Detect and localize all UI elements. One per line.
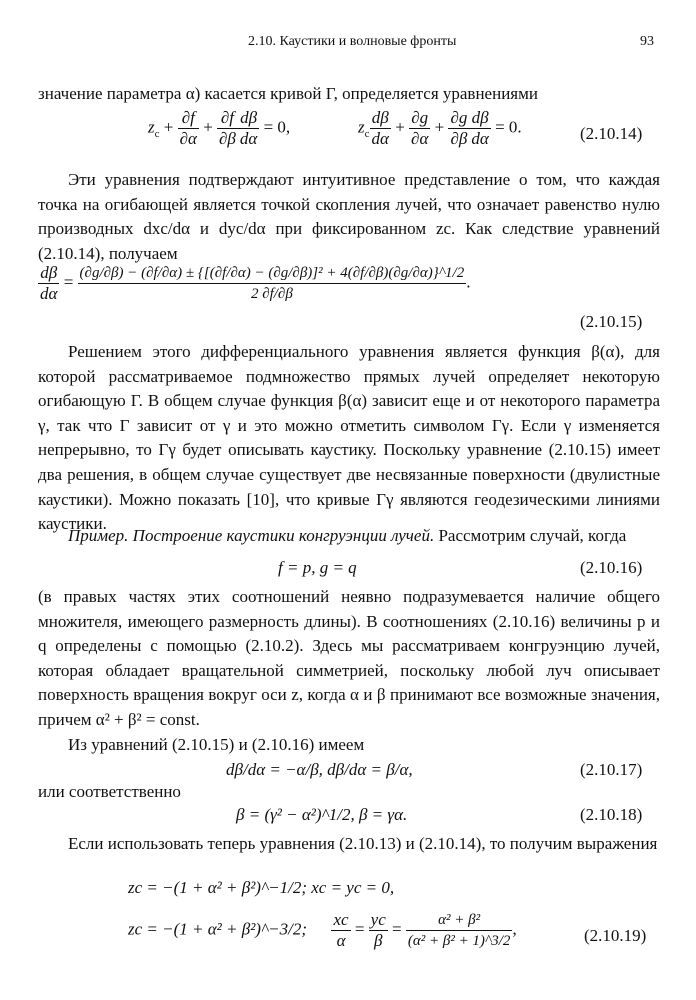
equation-number-2-10-15: (2.10.15) (580, 312, 643, 331)
equation-2-10-16: f = p, g = q (278, 558, 357, 577)
section-title: 2.10. Каустики и волновые фронты (248, 34, 457, 49)
equation-2-10-18: β = (γ² − α²)^1/2, β = γα. (236, 805, 408, 824)
equation-number-2-10-17: (2.10.17) (580, 760, 643, 779)
equation-2-10-14: $z_c$ + $\frac{\partial f}{\partial\alpha}$ + $\frac{\partial f}{\partial\beta}$ $\frac{d\beta}{d\alpha}$ = 0, (148, 108, 291, 148)
equation-2-10-19b: zc = −(1 + α² + β²)^−3/2; $\frac{xc}{\alpha}$ = $\frac{yc}{\beta}$ = $\frac{\text{α² + β²}}{\text{(α² + β² + 1)\textasciicircum{}3/2}}$ , (128, 910, 517, 950)
paragraph-5: (в правых частях этих соотношений неявно подразумевается наличие общего множителя, имеющего размерность длины). В соотношениях (2.10.16) величины p и q определены с помощью (2.10.2). Здесь мы рассматриваем конгруэнцию лучей, которая обладает вращательной симметрией, поскольку любой луч описывает поверхность вращения вокруг оси z, когда α и β принимают все возможные значения, причем α² + β² = const. (38, 587, 660, 729)
paragraph-6: Из уравнений (2.10.15) и (2.10.16) имеем (68, 735, 365, 754)
equation-number-2-10-14: (2.10.14) (580, 124, 643, 143)
equation-2-10-14-second: $z_c$ $\frac{d\beta}{d\alpha}$ + $\frac{\partial g}{\partial\alpha}$ + $\frac{\partial g}{\partial\beta}$ $\frac{d\beta}{d\alpha}$ = 0. (358, 108, 522, 148)
paragraph-8: Если использовать теперь уравнения (2.10.13) и (2.10.14), то получим выражения (68, 834, 658, 853)
equation-2-10-19a: zc = −(1 + α² + β²)^−1/2; xc = yc = 0, (128, 878, 395, 897)
equation-2-10-17: dβ/dα = −α/β, dβ/dα = β/α, (226, 760, 413, 779)
paragraph-7: или соответственно (38, 782, 181, 801)
equation-number-2-10-19: (2.10.19) (584, 926, 647, 945)
page-number: 93 (640, 34, 654, 49)
running-header (0, 34, 696, 54)
paragraph-3: Решением этого дифференциального уравнения является функция β(α), для которой рассматриваемое подмножество прямых лучей определяет некоторую огибающую Г. В общем случае функция β(α) зависит еще и от некоторого параметра γ, так что Г зависит от γ и это можно отметить символом Гγ. Если γ изменяется непрерывно, то Гγ будет описывать каустику. Поскольку уравнение (2.10.15) имеет два решения, в общем случае существует две несвязанные поверхности (двулистные каустики). Можно показать [10], что кривые Гγ являются геодезическими линиями каустики. (38, 342, 660, 534)
paragraph-1: значение параметра α) касается кривой Г, определяется уравнениями (38, 84, 538, 103)
equation-number-2-10-16: (2.10.16) (580, 558, 643, 577)
example-heading: Пример. Построение каустики конгруэнции лучей. (68, 526, 435, 545)
paragraph-4: Пример. Построение каустики конгруэнции лучей. Рассмотрим случай, когда (68, 526, 627, 545)
equation-number-2-10-18: (2.10.18) (580, 805, 643, 824)
paragraph-2: Эти уравнения подтверждают интуитивное представление о том, что каждая точка на огибающей является точкой скопления лучей, что означает равенство нулю производных dxc/dα и dyc/dα при фиксированном zc. Как следствие уравнений (2.10.14), получаем (38, 170, 660, 263)
equation-2-10-15: $\frac{d\beta}{d\alpha}$ = (∂g/∂β) − (∂f/∂α) ± {[(∂f/∂α) − (∂g/∂β)]² + 4(∂f/∂β)(∂g/∂α)}^1/2 2 ∂f/∂β . (40, 263, 471, 303)
